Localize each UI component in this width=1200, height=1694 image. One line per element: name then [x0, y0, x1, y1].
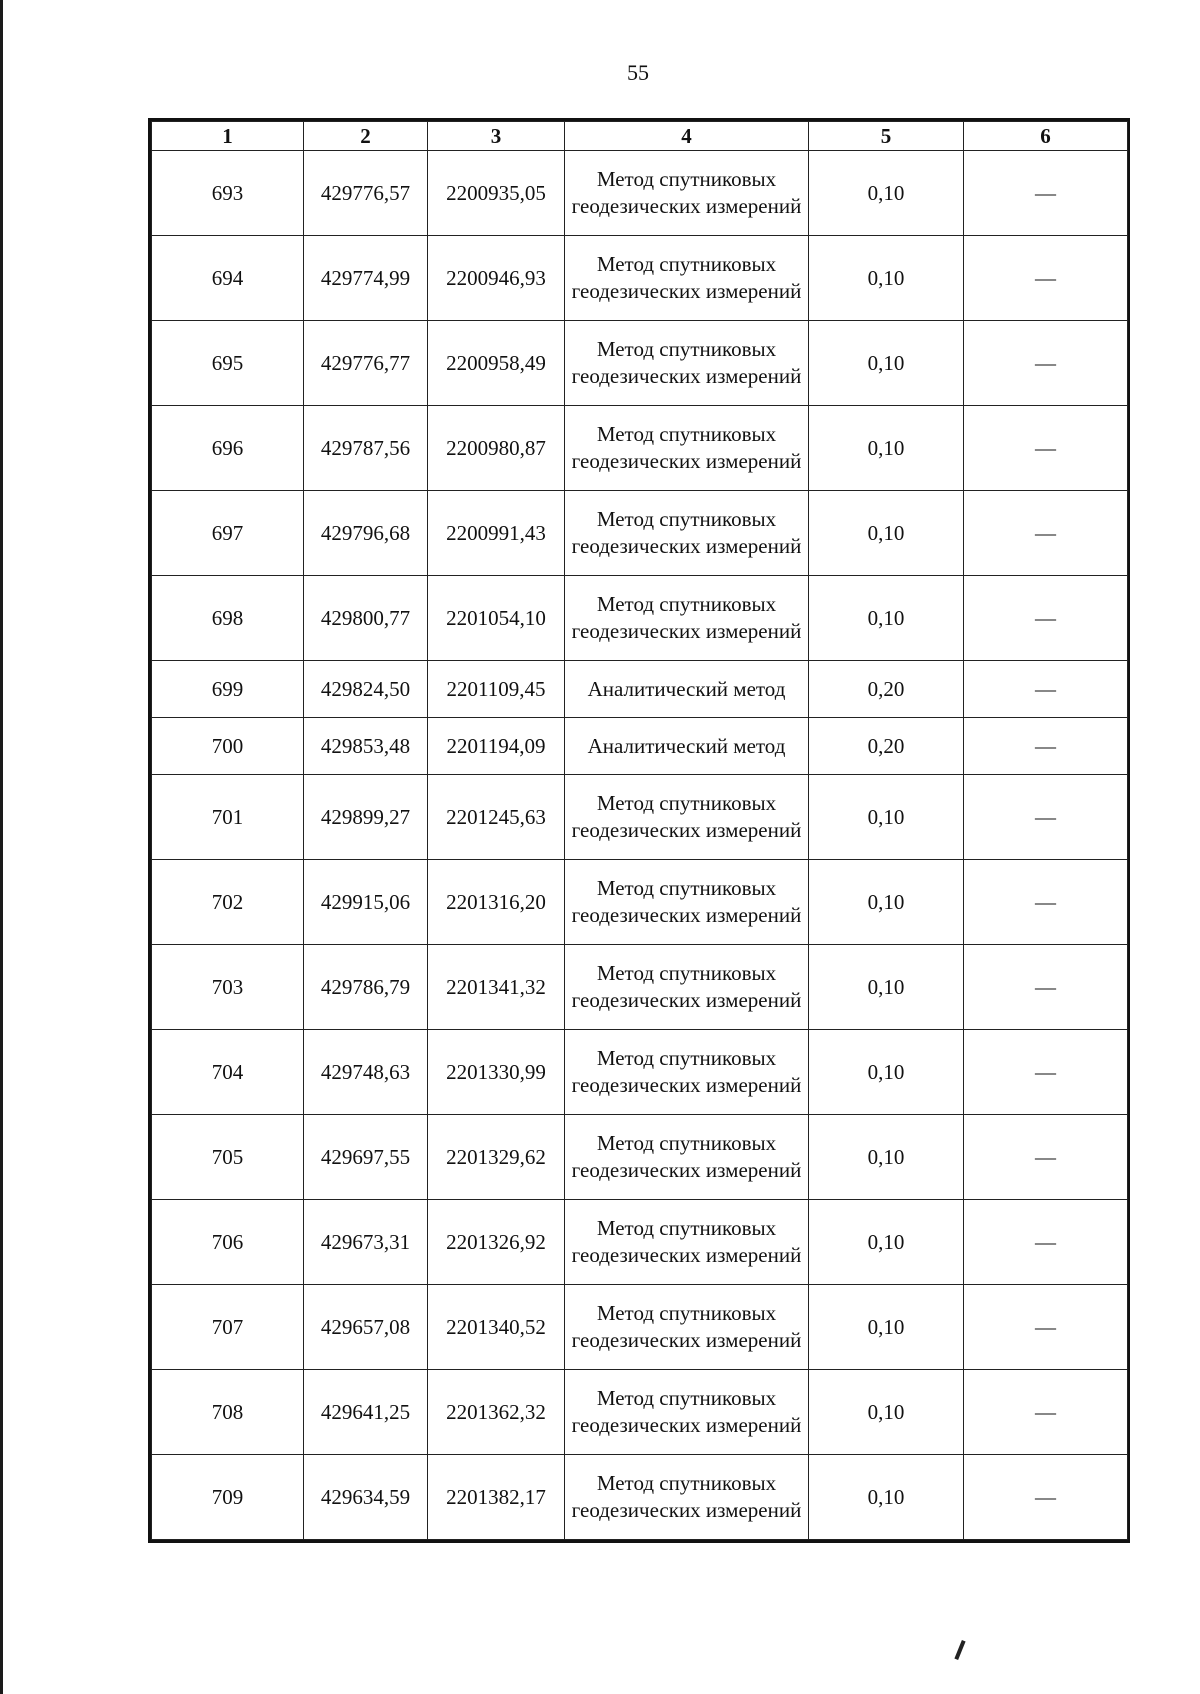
coordinates-table-frame: [148, 118, 1130, 1543]
cell-accuracy: 0,10: [809, 1115, 964, 1200]
cell-point-number: 695: [152, 321, 304, 406]
cell-y-coordinate: 2201340,52: [428, 1285, 565, 1370]
cell-accuracy: 0,10: [809, 945, 964, 1030]
cell-x-coordinate: 429748,63: [304, 1030, 428, 1115]
cell-point-number: 693: [152, 151, 304, 236]
cell-y-coordinate: 2201329,62: [428, 1115, 565, 1200]
header-col-4: 4: [565, 122, 809, 151]
cell-accuracy: 0,10: [809, 406, 964, 491]
cell-point-number: 699: [152, 661, 304, 718]
cell-point-number: 704: [152, 1030, 304, 1115]
table-row: [152, 1030, 1128, 1115]
cell-y-coordinate: 2201330,99: [428, 1030, 565, 1115]
cell-x-coordinate: 429641,25: [304, 1370, 428, 1455]
table-row: [152, 1455, 1128, 1540]
cell-method: Метод спутниковых геодезических измерений: [565, 151, 809, 236]
cell-x-coordinate: 429776,77: [304, 321, 428, 406]
header-col-2: 2: [304, 122, 428, 151]
cell-method: Метод спутниковых геодезических измерений: [565, 775, 809, 860]
cell-point-number: 708: [152, 1370, 304, 1455]
cell-point-number: 707: [152, 1285, 304, 1370]
cell-method: Метод спутниковых геодезических измерений: [565, 1200, 809, 1285]
cell-method: Метод спутниковых геодезических измерений: [565, 1455, 809, 1540]
table-row: [152, 321, 1128, 406]
cell-note: —: [964, 1115, 1128, 1200]
cell-x-coordinate: 429796,68: [304, 491, 428, 576]
cell-note: —: [964, 1030, 1128, 1115]
cell-method: Метод спутниковых геодезических измерений: [565, 491, 809, 576]
cell-method: Метод спутниковых геодезических измерений: [565, 1030, 809, 1115]
cell-y-coordinate: 2201362,32: [428, 1370, 565, 1455]
table-body: [152, 151, 1128, 1540]
table-row: [152, 945, 1128, 1030]
cell-note: —: [964, 718, 1128, 775]
cell-y-coordinate: 2201382,17: [428, 1455, 565, 1540]
cell-point-number: 696: [152, 406, 304, 491]
cell-note: —: [964, 1200, 1128, 1285]
cell-point-number: 698: [152, 576, 304, 661]
cell-note: —: [964, 236, 1128, 321]
cell-note: —: [964, 945, 1128, 1030]
cell-x-coordinate: 429774,99: [304, 236, 428, 321]
cell-accuracy: 0,10: [809, 1370, 964, 1455]
table-row: [152, 1370, 1128, 1455]
coordinates-table: [151, 121, 1128, 1540]
cell-y-coordinate: 2200980,87: [428, 406, 565, 491]
cell-method: Аналитический метод: [565, 661, 809, 718]
cell-note: —: [964, 576, 1128, 661]
cell-point-number: 709: [152, 1455, 304, 1540]
cell-y-coordinate: 2201109,45: [428, 661, 565, 718]
cell-y-coordinate: 2201316,20: [428, 860, 565, 945]
cell-accuracy: 0,10: [809, 491, 964, 576]
cell-method: Метод спутниковых геодезических измерений: [565, 1115, 809, 1200]
cell-method: Метод спутниковых геодезических измерений: [565, 576, 809, 661]
table-row: [152, 1115, 1128, 1200]
cell-accuracy: 0,10: [809, 1285, 964, 1370]
table-row: [152, 661, 1128, 718]
table-header-row: [152, 122, 1128, 151]
cell-x-coordinate: 429853,48: [304, 718, 428, 775]
cell-accuracy: 0,10: [809, 1030, 964, 1115]
cell-method: Метод спутниковых геодезических измерений: [565, 1370, 809, 1455]
cell-point-number: 703: [152, 945, 304, 1030]
cell-method: Аналитический метод: [565, 718, 809, 775]
table-row: [152, 406, 1128, 491]
cell-note: —: [964, 775, 1128, 860]
cell-method: Метод спутниковых геодезических измерений: [565, 406, 809, 491]
cell-note: —: [964, 151, 1128, 236]
table-row: [152, 491, 1128, 576]
cell-y-coordinate: 2201326,92: [428, 1200, 565, 1285]
cell-accuracy: 0,20: [809, 661, 964, 718]
cell-x-coordinate: 429673,31: [304, 1200, 428, 1285]
header-col-3: 3: [428, 122, 565, 151]
cell-note: —: [964, 860, 1128, 945]
cell-x-coordinate: 429634,59: [304, 1455, 428, 1540]
cell-x-coordinate: 429800,77: [304, 576, 428, 661]
cell-x-coordinate: 429824,50: [304, 661, 428, 718]
signature-mark: [954, 1640, 965, 1660]
cell-point-number: 701: [152, 775, 304, 860]
header-col-5: 5: [809, 122, 964, 151]
table-row: [152, 1200, 1128, 1285]
cell-accuracy: 0,10: [809, 1455, 964, 1540]
cell-y-coordinate: 2201245,63: [428, 775, 565, 860]
cell-note: —: [964, 321, 1128, 406]
cell-point-number: 705: [152, 1115, 304, 1200]
table-row: [152, 576, 1128, 661]
page-number: 55: [627, 60, 649, 85]
cell-accuracy: 0,10: [809, 860, 964, 945]
cell-method: Метод спутниковых геодезических измерений: [565, 236, 809, 321]
cell-accuracy: 0,20: [809, 718, 964, 775]
cell-x-coordinate: 429776,57: [304, 151, 428, 236]
cell-method: Метод спутниковых геодезических измерений: [565, 945, 809, 1030]
cell-point-number: 702: [152, 860, 304, 945]
cell-accuracy: 0,10: [809, 576, 964, 661]
cell-accuracy: 0,10: [809, 151, 964, 236]
cell-x-coordinate: 429786,79: [304, 945, 428, 1030]
cell-method: Метод спутниковых геодезических измерений: [565, 860, 809, 945]
cell-y-coordinate: 2201054,10: [428, 576, 565, 661]
cell-note: —: [964, 1285, 1128, 1370]
table-row: [152, 151, 1128, 236]
scan-edge-line: [0, 0, 3, 1694]
cell-y-coordinate: 2201194,09: [428, 718, 565, 775]
cell-accuracy: 0,10: [809, 775, 964, 860]
cell-accuracy: 0,10: [809, 321, 964, 406]
table-row: [152, 718, 1128, 775]
table-row: [152, 775, 1128, 860]
cell-y-coordinate: 2200935,05: [428, 151, 565, 236]
cell-x-coordinate: 429915,06: [304, 860, 428, 945]
cell-note: —: [964, 1370, 1128, 1455]
cell-x-coordinate: 429697,55: [304, 1115, 428, 1200]
cell-note: —: [964, 406, 1128, 491]
cell-note: —: [964, 1455, 1128, 1540]
table-row: [152, 236, 1128, 321]
cell-note: —: [964, 491, 1128, 576]
header-col-6: 6: [964, 122, 1128, 151]
cell-point-number: 700: [152, 718, 304, 775]
cell-point-number: 706: [152, 1200, 304, 1285]
table-row: [152, 860, 1128, 945]
cell-accuracy: 0,10: [809, 1200, 964, 1285]
cell-y-coordinate: 2200958,49: [428, 321, 565, 406]
cell-y-coordinate: 2200946,93: [428, 236, 565, 321]
cell-x-coordinate: 429787,56: [304, 406, 428, 491]
cell-note: —: [964, 661, 1128, 718]
cell-y-coordinate: 2201341,32: [428, 945, 565, 1030]
cell-x-coordinate: 429657,08: [304, 1285, 428, 1370]
cell-point-number: 697: [152, 491, 304, 576]
cell-y-coordinate: 2200991,43: [428, 491, 565, 576]
cell-method: Метод спутниковых геодезических измерений: [565, 1285, 809, 1370]
cell-point-number: 694: [152, 236, 304, 321]
table-row: [152, 1285, 1128, 1370]
cell-accuracy: 0,10: [809, 236, 964, 321]
cell-method: Метод спутниковых геодезических измерений: [565, 321, 809, 406]
header-col-1: 1: [152, 122, 304, 151]
cell-x-coordinate: 429899,27: [304, 775, 428, 860]
